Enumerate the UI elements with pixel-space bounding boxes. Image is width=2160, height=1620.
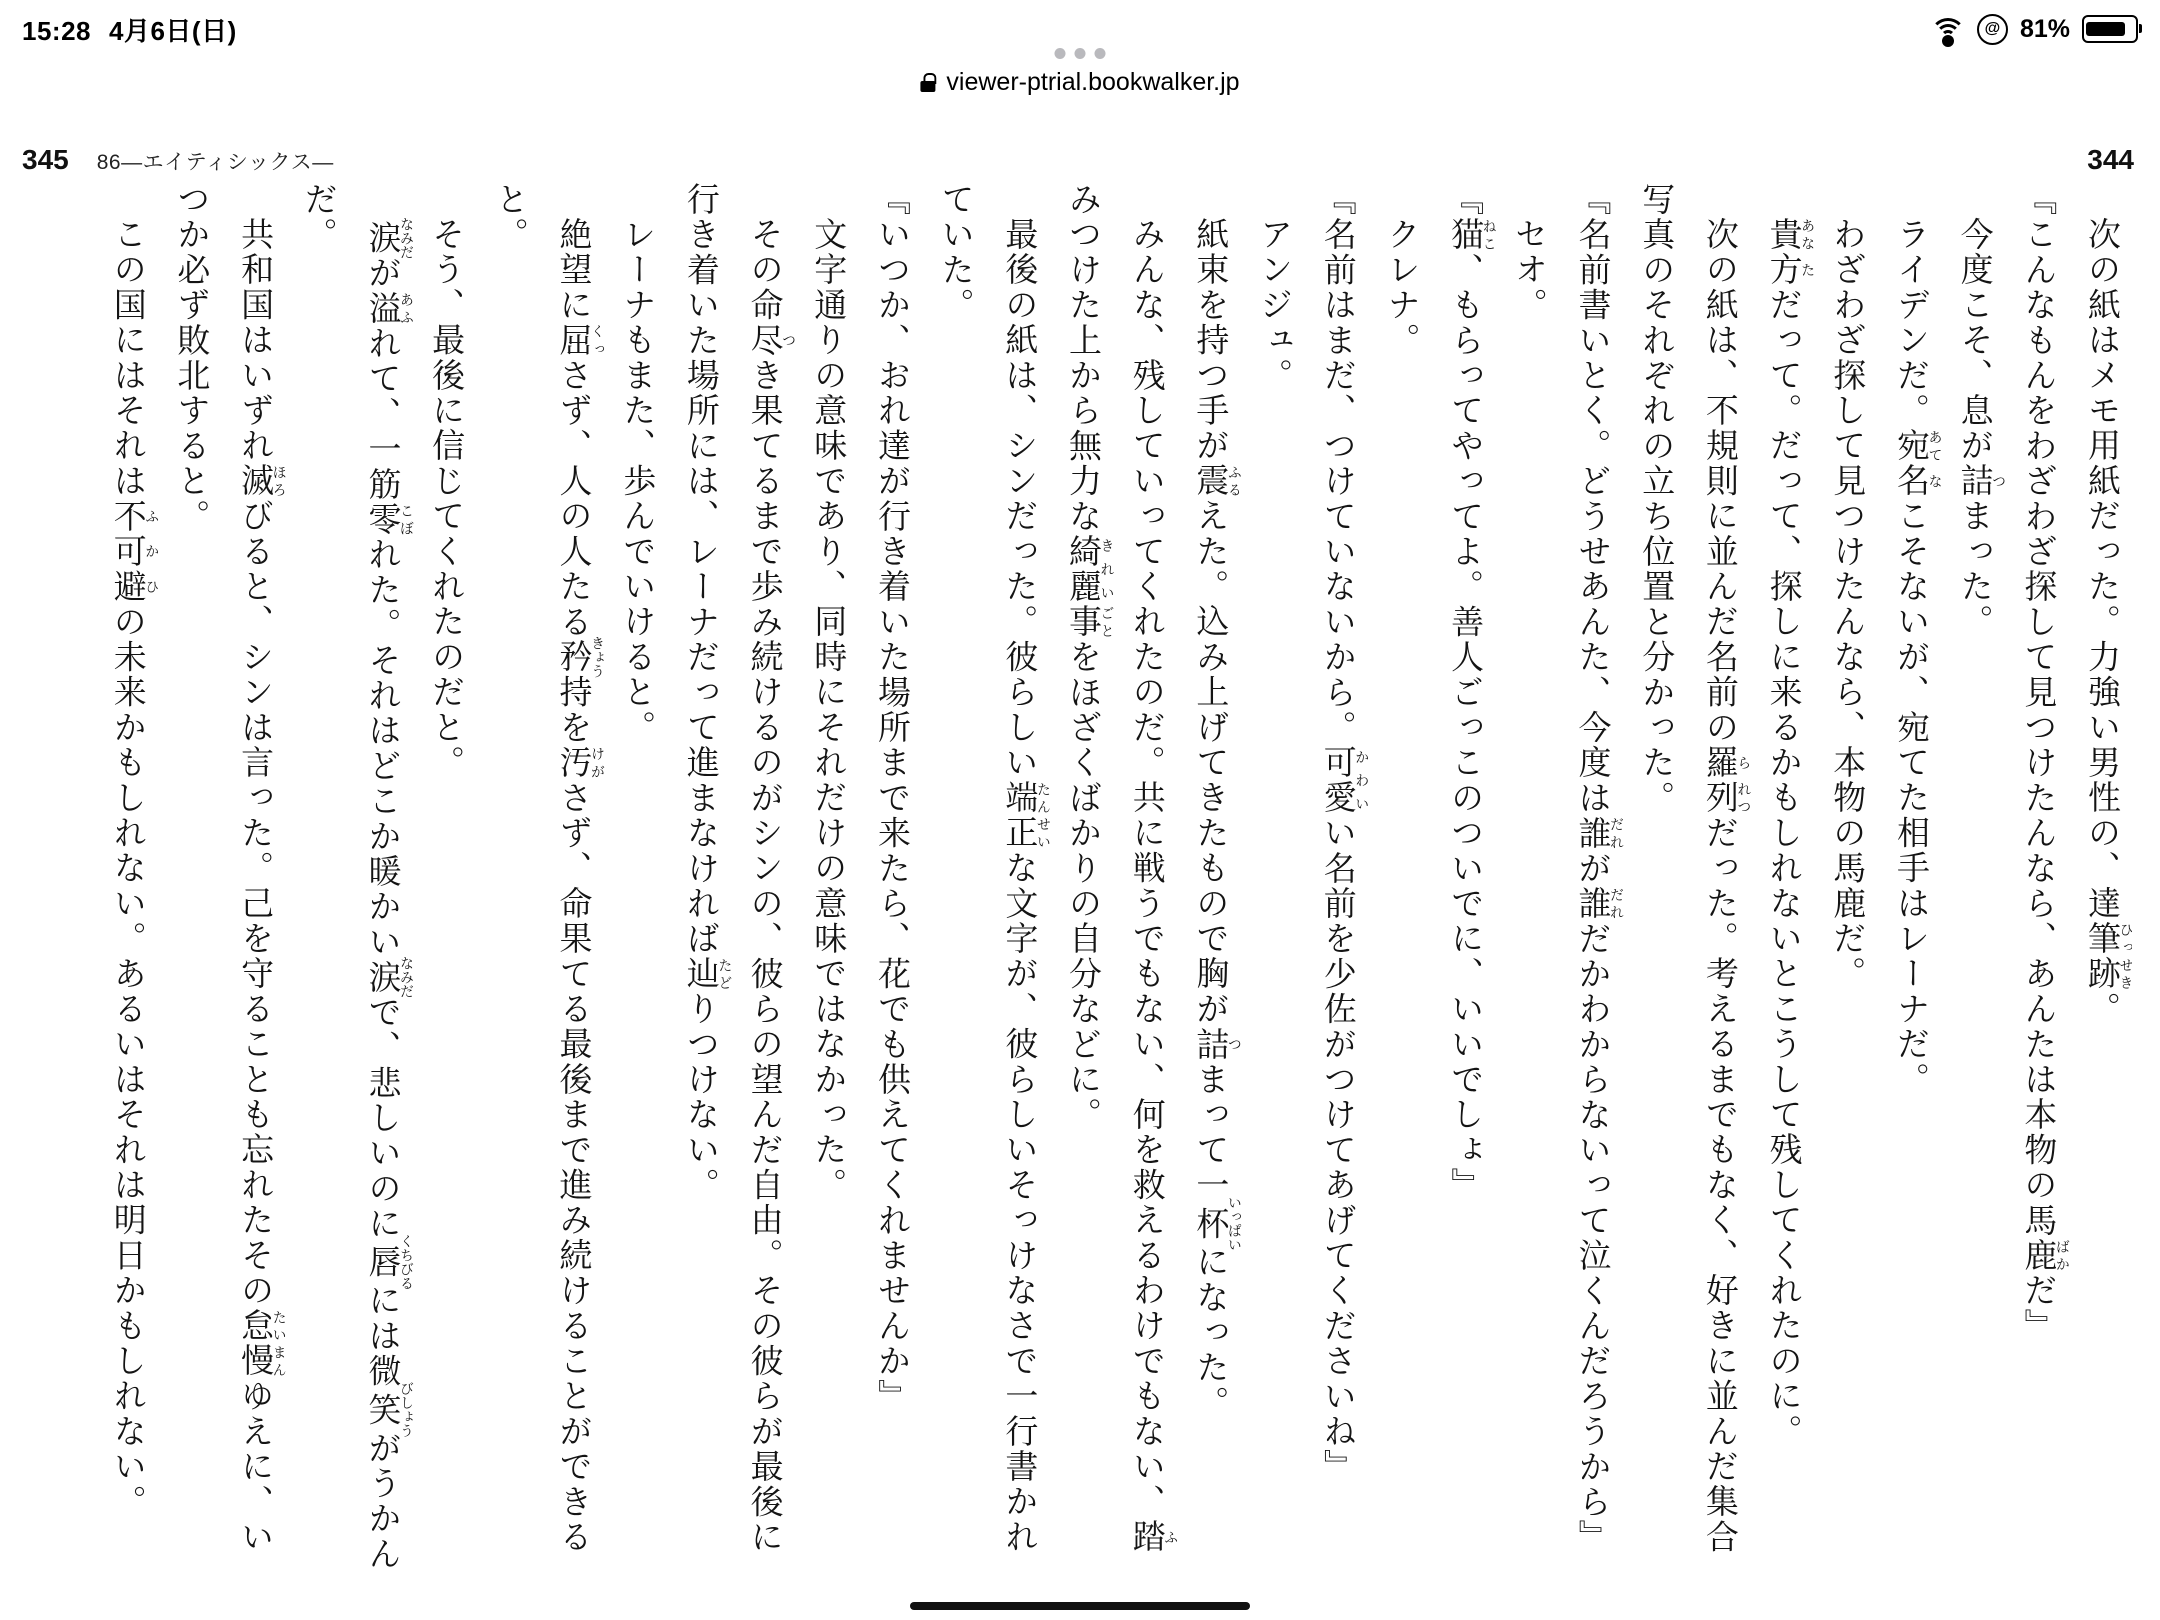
paragraph: 『こんなもんをわざわざ探して見つけたんなら、あんたは本物の馬鹿ばかだ』	[2019, 182, 2069, 1344]
address-bar-url: viewer-ptrial.bookwalker.jp	[946, 68, 1240, 96]
paragraph: 『名前書いとく。どうせあんた、今度は誰だれが誰だれだかわからないって泣くんだろうから』	[1573, 182, 1623, 1555]
status-clock: 15:28	[22, 15, 91, 46]
paragraph: 次の紙はメモ用紙だった。力強い男性の、達筆ひっ跡せき。	[2083, 217, 2132, 1027]
browser-toolbar	[0, 58, 2160, 120]
paragraph: 今度こそ、息が詰つまった。	[1955, 217, 2006, 640]
paragraph: その命尽つき果てるまで歩み続けるのがシンの、彼らの望んだ自由。その彼らが最後に行き着いた場所には、レーナだって進まなければ辿たどりつけない。	[681, 182, 796, 1555]
address-bar[interactable]	[920, 68, 1239, 97]
paragraph: 文字通りの意味であり、同時にそれだけの意味ではなかった。	[809, 217, 846, 1203]
paragraph: そう、最後に信じてくれたのだと。	[427, 217, 464, 781]
paragraph: 最後の紙は、シンだった。彼らしい端たん正せいな文字が、彼らしいそっけなさで一行書かれていた。	[936, 182, 1050, 1555]
lock-icon	[920, 73, 935, 92]
battery-percent-label: 81%	[2019, 14, 2070, 43]
paragraph: わざわざ探して見つけたんなら、本物の馬鹿だ。	[1828, 217, 1865, 992]
page-body-text	[22, 182, 2132, 1584]
tab-dots-indicator[interactable]	[1055, 48, 1106, 59]
control-center-badge-icon: @	[1977, 14, 2008, 45]
paragraph: 『いつか、おれ達が行き着いた場所まで来たら、花でも供えてくれませんか』	[872, 182, 909, 1414]
tab-dot	[1095, 48, 1106, 59]
battery-icon	[2082, 15, 2138, 43]
status-bar-left	[22, 11, 237, 48]
paragraph: この国にはそれは不ふ可か避ひの未来かもしれない。あるいはそれは明日かもしれない。	[108, 217, 159, 1520]
paragraph: ライデンだ。宛あて名なこそないが、宛てた相手はレーナだ。	[1891, 217, 1942, 1098]
status-date: 4月6日(日)	[109, 15, 237, 46]
paragraph: 紙束を持つ手が震ふるえた。込み上げてきたもので胸が詰つまって一杯いっぱいになった。	[1191, 217, 1241, 1421]
paragraph: 涙なみだが溢あふれて、一筋零こぼれた。それはどこか暖かい涙なみだで、悲しいのに唇くちびるには微笑びしょうがうかんだ。	[299, 182, 413, 1572]
tab-dot	[1075, 48, 1086, 59]
paragraph: 共和国はいずれ滅ほろびると、シンは言った。己を守ることも忘れたその怠慢たいまんゆえに、いつか必ず敗北すると。	[172, 182, 286, 1555]
paragraph: セオ。	[1509, 217, 1546, 323]
home-indicator	[910, 1602, 1250, 1610]
ebook-page[interactable]	[0, 120, 2160, 1620]
paragraph: クレナ。	[1382, 217, 1419, 358]
paragraph: みんな、残していってくれたのだ。共に戦うでもない、何を救えるわけでもない、踏ふみつけた上から無力な綺麗きれい事ごとをほざくばかりの自分などに。	[1064, 182, 1178, 1555]
folio-left	[22, 144, 334, 176]
page-number-right: 344	[2087, 144, 2134, 175]
paragraph: 次の紙は、不規則に並んだ名前の羅ら列れつだった。考えるまでもなく、好きに並んだ集合写真のそれぞれの立ち位置と分かった。	[1637, 182, 1751, 1555]
paragraph: 貴あな方ただって。だって、探しに来るかもしれないとこうして残してくれたのに。	[1764, 217, 1815, 1450]
page-header	[0, 132, 2160, 178]
paragraph: 『名前はまだ、つけていないから。可愛かわいい名前を少佐がつけてあげてくださいね』	[1318, 182, 1369, 1485]
page-number-left: 345	[22, 144, 69, 175]
wifi-icon	[1931, 16, 1965, 42]
paragraph: 絶望に屈くっさず、人の人たる矜きょう持を汚けがさず、命果てる最後まで進み続けることができると。	[490, 182, 604, 1555]
status-bar-right	[1931, 14, 2138, 45]
book-title: 86―エイティシックス―	[96, 151, 334, 174]
paragraph: レーナもまた、歩んでいけると。	[618, 217, 655, 745]
tab-dot	[1055, 48, 1066, 59]
paragraph: 『猫ねこ、もらってやってよ。善人ごっこのついでに、いいでしょ』	[1446, 182, 1496, 1203]
paragraph: アンジュ。	[1255, 217, 1292, 393]
